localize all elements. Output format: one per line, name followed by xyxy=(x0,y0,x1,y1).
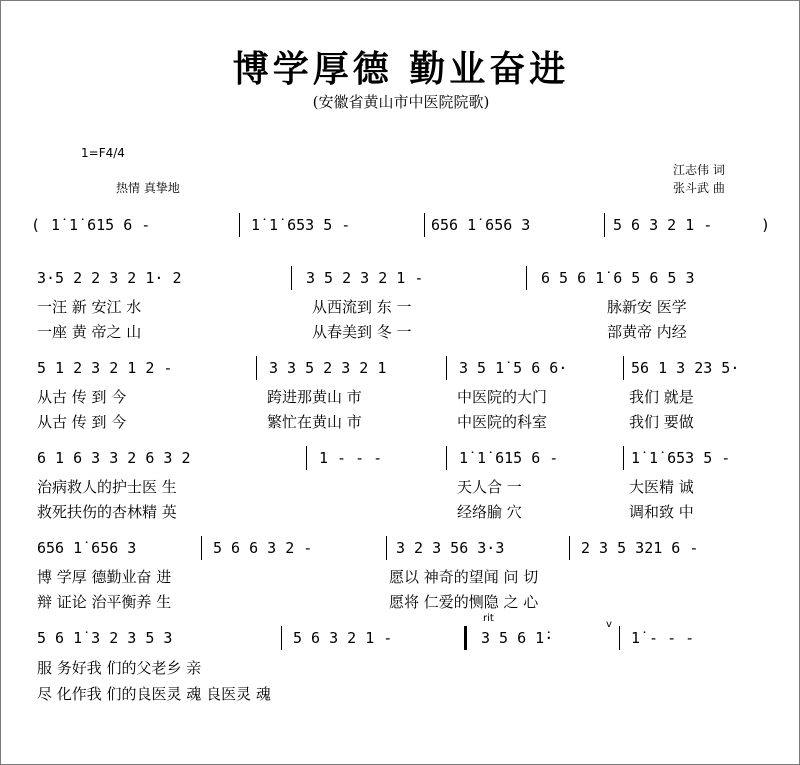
intro-bar-3: 656 1̇ 656 3 xyxy=(431,216,531,234)
system-4-bar-2: 5 6 6 3 2 - xyxy=(213,539,313,557)
barline xyxy=(569,536,570,560)
system-2-bar-1: 5 1 2 3 2 1 2 - xyxy=(37,359,173,377)
key-signature: 1=F4/4 xyxy=(81,146,125,160)
intro-bar-4: 5 6 3 2 1 - xyxy=(613,216,713,234)
system-1-bar-3: 6 5 6 1̇ 6 5 6 5 3 xyxy=(541,269,695,287)
intro-bar-1: 1̇ 1̇ 61̇5 6 - xyxy=(51,216,151,234)
system-5-lyrics-1: 服 务好我 们的父老乡 亲 xyxy=(37,659,202,677)
barline xyxy=(623,356,624,380)
system-5-bar-4: 1̇ - - - xyxy=(631,629,695,647)
system-1-lyrics-2: 一座 黄 帝之 山 从春美到 冬 一 部黄帝 内经 xyxy=(37,323,687,341)
barline xyxy=(424,213,425,237)
tempo-marking: 热情 真挚地 xyxy=(116,181,180,195)
system-3-bar-3: 1̇ 1̇ 61̇5 6 - xyxy=(459,449,559,467)
barline xyxy=(291,266,292,290)
barline xyxy=(281,626,282,650)
barline xyxy=(239,213,240,237)
barline xyxy=(306,446,307,470)
system-2-bar-3: 3 5 1̇ 5 6 6· xyxy=(459,359,568,377)
system-1-bar-1: 3·5 2 2 3 2 1· 2 xyxy=(37,269,182,287)
system-4-bar-1: 656 1̇ 656 3 xyxy=(37,539,137,557)
barline xyxy=(201,536,202,560)
intro-close-paren: ) xyxy=(761,216,771,234)
barline xyxy=(446,446,447,470)
barline xyxy=(256,356,257,380)
repeat-barline xyxy=(464,626,467,650)
ritardando-mark: rit xyxy=(483,613,494,624)
system-3-lyrics-1: 治病救人的护士医 生 天人合 一 大医精 诚 xyxy=(37,478,694,496)
system-3-bar-2: 1 - - - xyxy=(319,449,383,467)
system-4-bar-3: 3 2 3 56 3·3 xyxy=(396,539,505,557)
system-1-lyrics-1: 一汪 新 安江 水 从西流到 东 一 脉新安 医学 xyxy=(37,298,687,316)
song-subtitle: (安徽省黄山市中医院院歌) xyxy=(312,93,490,111)
system-1-bar-2: 3 5 2 3 2 1 - xyxy=(306,269,424,287)
system-2-bar-2: 3 3 5 2 3 2 1 xyxy=(269,359,387,377)
breath-mark: v xyxy=(606,619,612,630)
system-4-lyrics-2: 辩 证论 治平衡养 生 愿将 仁爱的恻隐 之 心 xyxy=(37,593,539,611)
composer-credit: 张斗武 曲 xyxy=(673,181,725,195)
system-2-lyrics-2: 从古 传 到 今 繁忙在黄山 市 中医院的科室 我们 要做 xyxy=(37,413,694,431)
system-5-bar-3: 3 5 6 1̇· xyxy=(481,629,554,647)
system-4-lyrics-1: 博 学厚 德勤业奋 进 愿以 神奇的望闻 问 切 xyxy=(37,568,539,586)
system-4-bar-4: 2 3 5 321 6 - xyxy=(581,539,699,557)
barline xyxy=(619,626,620,650)
system-5-bar-1: 5 6 1̇ 3 2 3 5 3 xyxy=(37,629,173,647)
system-5-bar-2: 5 6 3 2 1 - xyxy=(293,629,393,647)
lyricist-credit: 江志伟 词 xyxy=(673,163,725,177)
system-5-lyrics-2: 尽 化作我 们的良医灵 魂 良医灵 魂 xyxy=(37,685,271,703)
system-2-lyrics-1: 从古 传 到 今 跨进那黄山 市 中医院的大门 我们 就是 xyxy=(37,388,694,406)
barline xyxy=(623,446,624,470)
intro-bar-2: 1̇ 1̇ 653 5 - xyxy=(251,216,351,234)
barline xyxy=(386,536,387,560)
barline xyxy=(446,356,447,380)
song-title: 博学厚德 勤业奋进 xyxy=(232,48,570,90)
barline xyxy=(526,266,527,290)
system-3-lyrics-2: 救死扶伤的杏林精 英 经络腧 穴 调和致 中 xyxy=(37,503,694,521)
system-2-bar-4: 56 1 3 23 5· xyxy=(631,359,740,377)
barline xyxy=(604,213,605,237)
system-3-bar-1: 6 1 6 3 3 2 6 3 2 xyxy=(37,449,191,467)
system-3-bar-4: 1̇ 1̇ 653 5 - xyxy=(631,449,731,467)
intro-open-paren: ( xyxy=(31,216,41,234)
